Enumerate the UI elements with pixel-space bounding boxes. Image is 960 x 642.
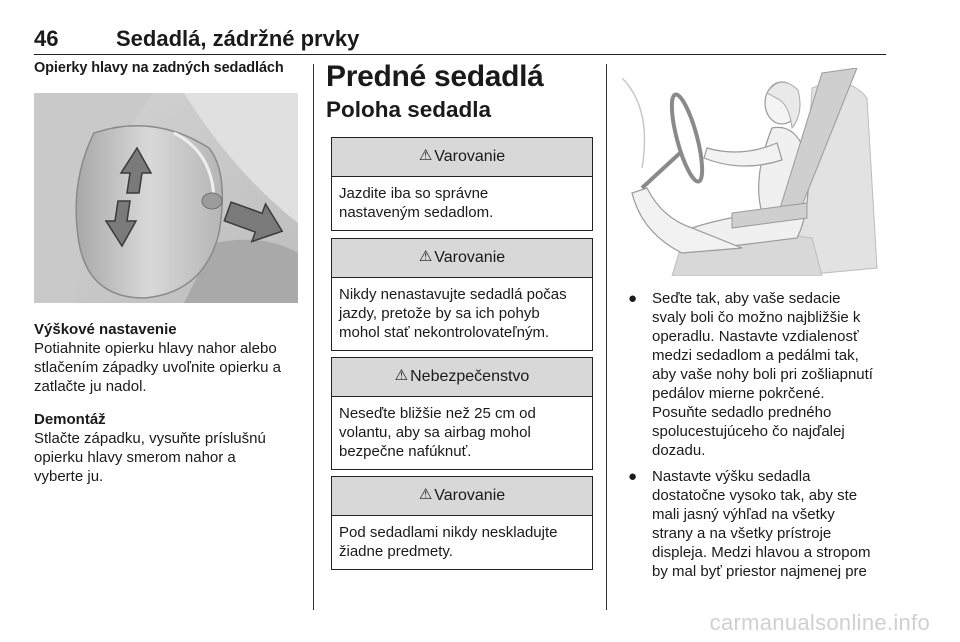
bullet-2-line-3: mali jasný výhľad na všetky xyxy=(652,506,835,523)
warning-box-1 xyxy=(331,137,593,231)
warning-box-3-header xyxy=(332,477,592,516)
danger-box-body xyxy=(332,397,592,469)
bullet-1-line-9: dozadu. xyxy=(652,442,706,459)
section-heading-rear-headrests: Opierky hlavy na zadných sedadlách xyxy=(34,60,284,76)
height-adjustment-line-3: zatlačte ju nadol. xyxy=(34,378,147,395)
danger-box-header xyxy=(332,358,592,397)
warning-triangle-icon: ⚠ xyxy=(418,248,433,265)
bullet-1-line-7: Posuňte sedadlo predného xyxy=(652,404,832,421)
removal-title: Demontáž xyxy=(34,411,106,428)
bullet-1-line-5: aby vaše nohy boli pri zošliapnutí xyxy=(652,366,873,383)
height-adjustment-line-2: stlačením západky uvoľnite opierku a xyxy=(34,359,282,376)
seat-position-instructions xyxy=(626,289,888,588)
section-title-seat-position: Poloha sedadla xyxy=(326,97,492,122)
bullet-1-line-6: pedálov mierne pokrčené. xyxy=(652,385,825,402)
bullet-2-line-4: strany a na všetky prístroje xyxy=(652,525,832,542)
bullet-2-line-2: dostatočne vysoko tak, aby ste xyxy=(652,487,858,504)
warning-triangle-icon: ⚠ xyxy=(418,147,433,164)
height-adjustment-line-1: Potiahnite opierku hlavy nahor alebo xyxy=(34,340,277,357)
warning-box-2-header xyxy=(332,239,592,278)
warning-box-2-line-2: jazdy, pretože by sa ich pohyb xyxy=(339,305,540,322)
warning-box-2-line-3: mohol stať nekontrolovateľným. xyxy=(339,324,550,341)
warning-box-1-label: Varovanie xyxy=(434,148,506,165)
bullet-1-line-4: medzi sedadlom a pedálmi tak, xyxy=(652,347,859,364)
bullet-2-line-6: by mal byť priestor najmenej pre xyxy=(652,563,867,580)
warning-box-2-label: Varovanie xyxy=(434,249,506,266)
warning-box-3-body xyxy=(332,516,592,569)
bullet-icon: ● xyxy=(628,468,638,485)
page-header xyxy=(34,24,886,55)
warning-box-3-label: Varovanie xyxy=(434,487,506,504)
warning-box-3 xyxy=(331,476,593,570)
bullet-2-line-5: displeja. Medzi hlavou a stropom xyxy=(652,544,871,561)
warning-box-1-line-1: Jazdite iba so správne xyxy=(339,185,489,202)
warning-box-1-line-2: nastaveným sedadlom. xyxy=(339,204,494,221)
column-middle xyxy=(326,60,592,124)
height-adjustment-section xyxy=(34,320,304,396)
watermark-link[interactable]: carmanualsonline.info xyxy=(709,610,930,635)
bullet-1-line-2: svaly boli čo možno najbližšie k xyxy=(652,309,861,326)
removal-line-2: opierku hlavy smerom nahor a xyxy=(34,449,236,466)
bullet-icon: ● xyxy=(628,290,638,307)
height-adjustment-title: Výškové nastavenie xyxy=(34,321,177,338)
bullet-1-line-3: operadlu. Nastavte vzdialenosť xyxy=(652,328,859,345)
driver-seating-illustration xyxy=(622,68,884,276)
column-divider-2 xyxy=(606,64,607,610)
warning-triangle-icon: ⚠ xyxy=(394,367,409,384)
warning-box-2-line-1: Nikdy nenastavujte sedadlá počas xyxy=(339,286,567,303)
list-item xyxy=(626,467,888,581)
danger-box-line-2: volantu, aby sa airbag mohol xyxy=(339,424,531,441)
warning-box-1-header xyxy=(332,138,592,177)
bullet-2-line-1: Nastavte výšku sedadla xyxy=(652,468,811,485)
warning-box-1-body xyxy=(332,177,592,230)
bullet-1-line-1: Seďte tak, aby vaše sedacie xyxy=(652,290,841,307)
removal-section xyxy=(34,410,304,486)
warning-box-3-line-1: Pod sedadlami nikdy neskladujte xyxy=(339,524,558,541)
danger-box-line-3: bezpečne nafúknuť. xyxy=(339,443,472,460)
column-left xyxy=(34,60,300,76)
warning-box-2 xyxy=(331,238,593,351)
warning-box-3-line-2: žiadne predmety. xyxy=(339,543,453,560)
warning-box-2-body xyxy=(332,278,592,350)
removal-line-3: vyberte ju. xyxy=(34,468,104,485)
column-divider-1 xyxy=(313,64,314,610)
danger-box-label: Nebezpečenstvo xyxy=(410,368,530,385)
headrest-illustration xyxy=(34,93,298,303)
warning-triangle-icon: ⚠ xyxy=(418,486,433,503)
page-number: 46 xyxy=(34,26,59,51)
removal-line-1: Stlačte západku, vysuňte príslušnú xyxy=(34,430,266,447)
bullet-1-line-8: spolucestujúceho čo najďalej xyxy=(652,423,845,440)
chapter-title: Predné sedadlá xyxy=(326,60,544,93)
danger-box-line-1: Neseďte bližšie než 25 cm od xyxy=(339,405,536,422)
danger-box xyxy=(331,357,593,470)
running-title: Sedadlá, zádržné prvky xyxy=(116,26,360,51)
list-item xyxy=(626,289,888,460)
